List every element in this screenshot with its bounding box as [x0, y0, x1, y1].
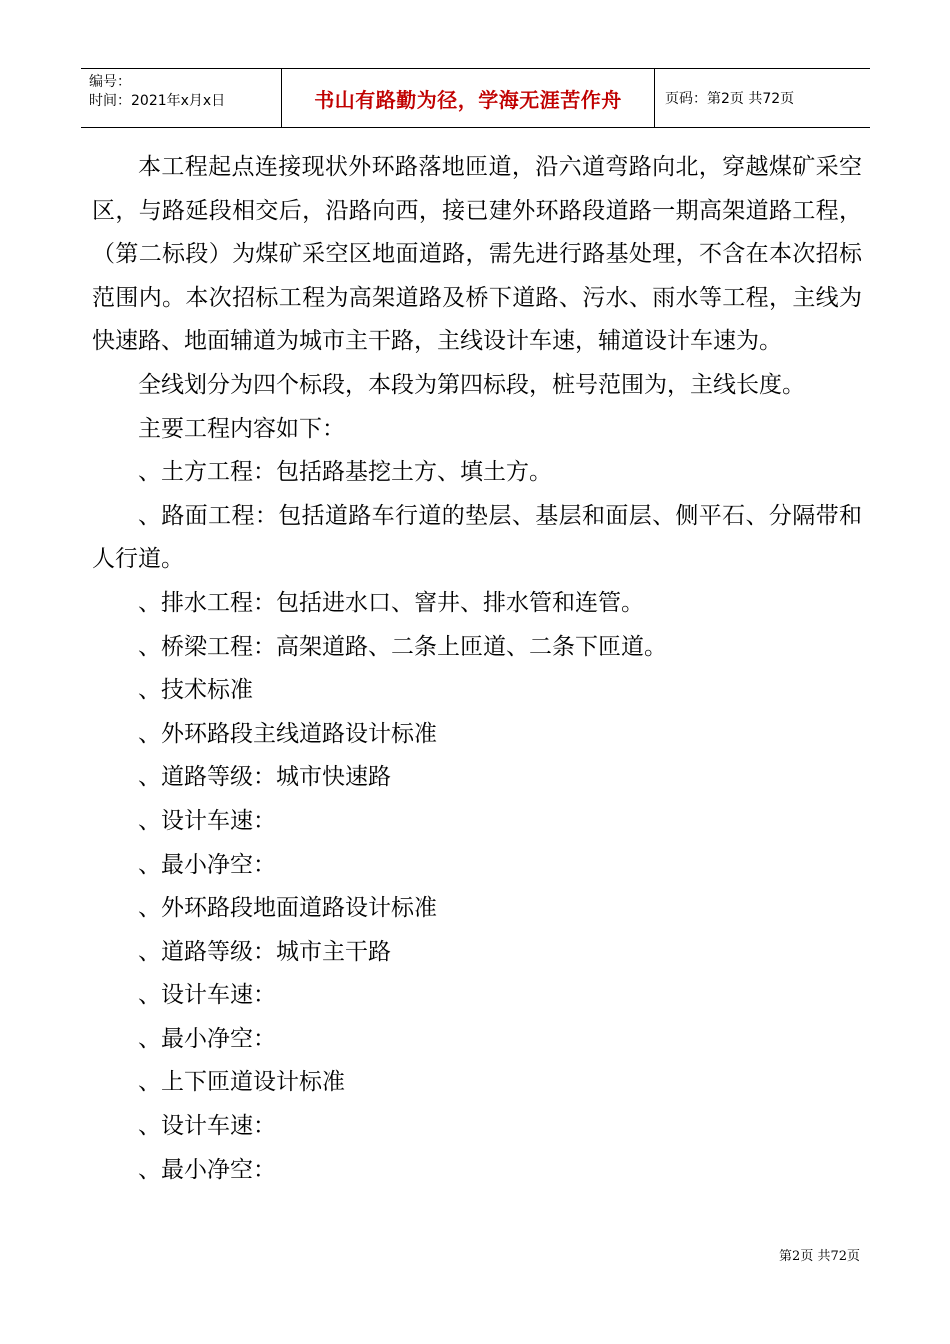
body-paragraph: 、最小净空：	[138, 1025, 276, 1052]
body-paragraph: 、设计车速：	[138, 982, 276, 1009]
body-paragraph: 、设计车速：	[138, 1113, 276, 1140]
body-paragraph: 、道路等级：城市主干路	[138, 938, 391, 965]
page-footer: 第2页 共72页	[779, 1249, 860, 1264]
page-header	[81, 68, 870, 128]
body-paragraph: 、外环路段主线道路设计标准	[138, 720, 437, 747]
document-number-label: 编号：	[89, 74, 131, 90]
body-paragraph: 、路面工程：包括道路车行道的垫层、基层和面层、侧平石、分隔带和人行道。	[92, 502, 862, 573]
body-paragraph: 、排水工程：包括进水口、窨井、排水管和连管。	[138, 589, 644, 616]
body-paragraph: 本工程起点连接现状外环路落地匝道，沿六道弯路向北，穿越煤矿采空区，与路延段相交后，沿路向西，接已建外环路段道路一期高架道路工程，（第二标段）为煤矿采空区地面道路，需先进行路基处理，不含在本次招标范围内。本次招标工程为高架道路及桥下道路、污水、雨水等工程，主线为快速路、地面辅道为城市主干路，主线设计车速，辅道设计车速为。	[92, 154, 862, 355]
body-paragraph: 主要工程内容如下：	[138, 415, 345, 442]
body-paragraph: 、最小净空：	[138, 1156, 276, 1183]
body-paragraph: 、道路等级：城市快速路	[138, 764, 391, 791]
body-paragraph: 、土方工程：包括路基挖土方、填土方。	[138, 459, 552, 486]
header-page-number: 页码：第2页 共72页	[665, 91, 795, 107]
document-time-label: 时间：2021年x月x日	[89, 93, 226, 109]
body-paragraph: 、上下匝道设计标准	[138, 1069, 345, 1096]
body-paragraph: 、桥梁工程：高架道路、二条上匝道、二条下匝道。	[138, 633, 667, 660]
document-body	[92, 146, 862, 1192]
body-paragraph: 、设计车速：	[138, 807, 276, 834]
body-paragraph: 、最小净空：	[138, 851, 276, 878]
header-meta-cell	[81, 69, 282, 127]
body-paragraph: 、技术标准	[138, 677, 253, 704]
header-motto: 书山有路勤为径，学海无涯苦作舟	[282, 69, 655, 127]
body-paragraph: 、外环路段地面道路设计标准	[138, 895, 437, 922]
body-paragraph: 全线划分为四个标段，本段为第四标段，桩号范围为，主线长度。	[138, 371, 805, 398]
